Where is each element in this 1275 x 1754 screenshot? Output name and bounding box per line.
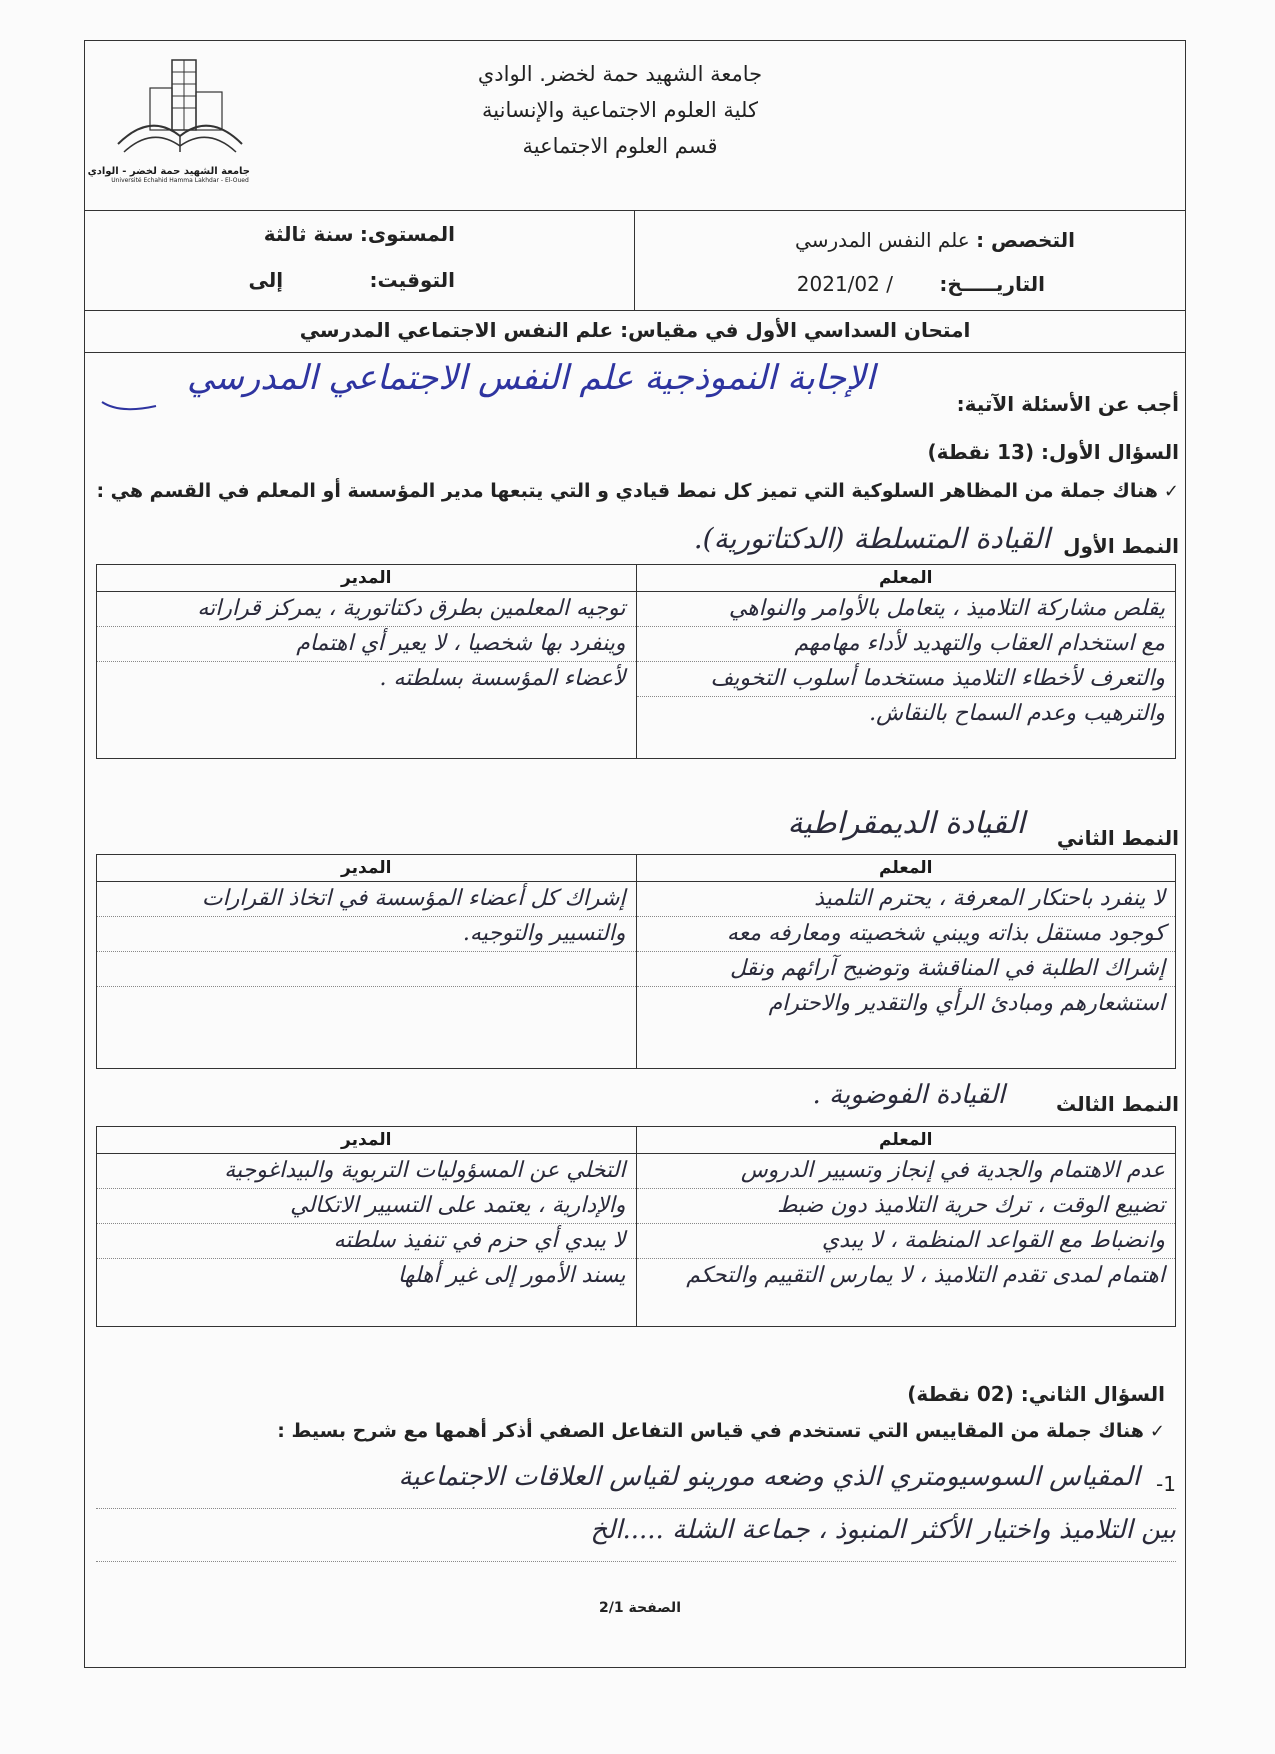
pattern3-label: النمط الثالث [1055,1092,1179,1116]
table-header-row [97,565,1176,592]
pattern1-label: النمط الأول [1063,534,1179,558]
time-to: إلى [248,268,284,292]
teacher-line: تضييع الوقت ، ترك حرية التلاميذ دون ضبط [637,1189,1176,1224]
answer-line [96,1509,1176,1562]
pattern2-name: القيادة الديمقراطية [787,806,1025,841]
handwritten-title: الإجابة النموذجية علم النفس الاجتماعي المدرسي [187,358,875,398]
director-line: والتسيير والتوجيه. [97,917,636,952]
director-line: يسند الأمور إلى غير أهلها [397,1263,626,1288]
teacher-line: لا ينفرد باحتكار المعرفة ، يحترم التلميذ [637,882,1176,917]
teacher-line: استشعارهم ومبادئ الرأي والتقدير والاحترام [768,991,1165,1016]
answer-number: 1- [1156,1472,1176,1496]
director-line: إشراك كل أعضاء المؤسسة في اتخاذ القرارات [97,882,636,917]
level-field [264,222,455,246]
director-line-empty [97,952,636,987]
question1-prompt [96,480,1179,502]
table-header-row [97,855,1176,882]
answer-text: المقياس السوسيومتري الذي وضعه مورينو لقياس العلاقات الاجتماعية [398,1462,1140,1492]
teacher-cell [636,882,1176,1069]
director-line: والإدارية ، يعتمد على التسيير الاتكالي [97,1189,636,1224]
director-line-empty [97,987,636,1021]
university-logo [87,52,250,202]
teacher-line: إشراك الطلبة في المناقشة وتوضيح آرائهم ونقل [637,952,1176,987]
answer-line [96,1456,1176,1509]
university-building-icon [110,52,250,162]
faculty-name: كلية العلوم الاجتماعية والإنسانية [482,98,758,122]
date-label: التاريـــــخ: [939,272,1045,296]
question1-points: 13 نقطة) [927,440,1025,464]
question2-points: 02 نقطة) [907,1382,1005,1406]
question2-prompt [277,1420,1165,1442]
header-divider [84,210,1186,211]
pattern3-name: القيادة الفوضوية . [812,1080,1005,1110]
answer-text: بين التلاميذ واختيار الأكثر المنبوذ ، جماعة الشلة .....الخ [590,1515,1176,1545]
director-line: التخلي عن المسؤوليات التربوية والبيداغوجية [97,1154,636,1189]
time-field [249,268,455,292]
teacher-line: كوجود مستقل بذاته ويبني شخصيته ومعارفه معه [637,917,1176,952]
question2-heading [907,1382,1165,1406]
logo-text-ar: جامعة الشهيد حمة لخضر - الوادي [87,166,250,177]
level-label: المستوى: [359,222,455,246]
question2-prompt-text: هناك جملة من المقاييس التي تستخدم في قياس التفاعل الصفي أذكر أهمها مع شرح بسيط : [277,1420,1144,1442]
director-cell [97,1154,637,1327]
date-field [797,272,1045,296]
question1-prompt-text: هناك جملة من المظاهر السلوكية التي تميز كل نمط قيادي و التي يتبعها مدير المؤسسة أو المعلم في القسم هي : [96,480,1158,502]
instructions: أجب عن الأسئلة الآتية: [956,392,1179,416]
question2-answer [96,1456,1176,1562]
specialty-label: التخصص : [976,228,1075,252]
question1-heading [927,440,1179,464]
pattern1-table [96,564,1176,759]
level-value: سنة ثالثة [263,222,354,246]
teacher-line: والترهيب وعدم السماح بالنقاش. [869,701,1165,726]
table-row [97,1154,1176,1327]
specialty-field [795,228,1075,252]
question2-label: السؤال الثاني: ( [1004,1382,1165,1406]
teacher-cell [636,592,1176,759]
teacher-line: اهتمام لمدى تقدم التلاميذ ، لا يمارس التقييم والتحكم [686,1263,1165,1288]
checkmark-icon: ✓ [1163,481,1179,502]
teacher-header: المعلم [636,565,1176,592]
table-row [97,592,1176,759]
director-header: المدير [97,1127,637,1154]
table-header-row [97,1127,1176,1154]
director-line: لأعضاء المؤسسة بسلطته . [379,666,626,691]
title-bottom-divider [84,352,1186,353]
info-column-divider [634,210,635,310]
teacher-line: والتعرف لأخطاء التلاميذ مستخدما أسلوب التخويف [637,662,1176,697]
question1-label: السؤال الأول: ( [1024,440,1179,464]
teacher-line: وانضباط مع القواعد المنظمة ، لا يبدي [637,1224,1176,1259]
teacher-line: عدم الاهتمام والجدية في إنجاز وتسيير الدروس [637,1154,1176,1189]
pattern1-name: القيادة المتسلطة (الدكتاتورية). [693,522,1050,555]
time-label: التوقيت: [369,268,455,292]
logo-text-fr: Université Echahid Hamma Lakhdar - El-Oued [111,177,249,184]
teacher-line: مع استخدام العقاب والتهديد لأداء مهامهم [637,627,1176,662]
table-row [97,882,1176,1069]
director-line: توجيه المعلمين بطرق دكتاتورية ، يمركز قراراته [97,592,636,627]
info-bottom-divider [84,310,1186,311]
director-line: لا يبدي أي حزم في تنفيذ سلطته [97,1224,636,1259]
teacher-header: المعلم [636,855,1176,882]
director-header: المدير [97,565,637,592]
university-name: جامعة الشهيد حمة لخضر. الوادي [477,62,763,86]
specialty-value: علم النفس المدرسي [795,228,970,252]
checkmark-icon: ✓ [1149,1421,1165,1442]
pattern2-label: النمط الثاني [1056,826,1179,850]
pattern3-table [96,1126,1176,1327]
handwritten-underline-icon [100,396,160,416]
exam-title: امتحان السداسي الأول في مقياس: علم النفس الاجتماعي المدرسي [299,318,971,342]
teacher-cell [636,1154,1176,1327]
teacher-header: المعلم [636,1127,1176,1154]
teacher-line: يقلص مشاركة التلاميذ ، يتعامل بالأوامر والنواهي [637,592,1176,627]
director-line: وينفرد بها شخصيا ، لا يعير أي اهتمام [97,627,636,662]
department-name: قسم العلوم الاجتماعية [522,134,718,158]
page-number: الصفحة 2/1 [599,1600,681,1616]
director-cell [97,592,637,759]
date-value: / 2021/02 [796,272,893,296]
director-cell [97,882,637,1069]
director-header: المدير [97,855,637,882]
pattern2-table [96,854,1176,1069]
